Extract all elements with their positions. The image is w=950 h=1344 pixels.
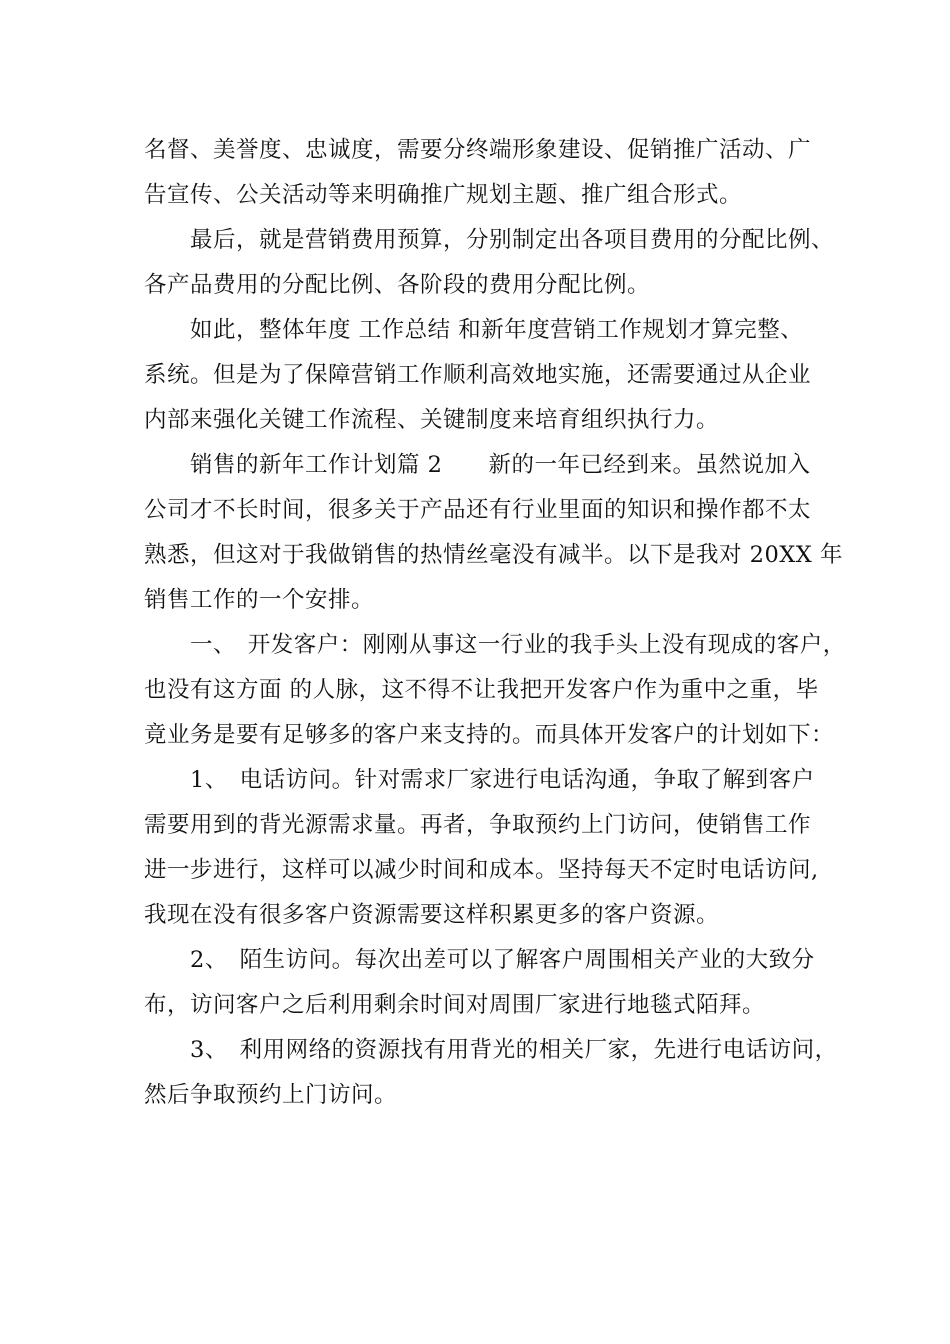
text-line: 3、 利用网络的资源找有用背光的相关厂家，先进行电话访问， bbox=[190, 1037, 838, 1063]
paragraph bbox=[144, 443, 843, 623]
paragraph bbox=[144, 128, 834, 218]
paragraph bbox=[144, 308, 834, 443]
text-line: 内部来强化关键工作流程、关键制度来培育组织执行力。 bbox=[144, 407, 720, 433]
text-line: 1、 电话访问。针对需求厂家进行电话沟通，争取了解到客户 bbox=[190, 767, 815, 793]
text-line: 系统。但是为了保障营销工作顺利高效地实施，还需要通过从企业 bbox=[144, 362, 812, 388]
text-line: 竟业务是要有足够多的客户来支持的。而具体开发客户的计划如下： bbox=[144, 722, 835, 748]
text-line: 熟悉，但这对于我做销售的热情丝毫没有减半。以下是我对 20XX 年 bbox=[144, 542, 843, 568]
paragraph bbox=[144, 1028, 838, 1118]
text-line: 然后争取预约上门访问。 bbox=[144, 1082, 398, 1108]
document-body bbox=[144, 128, 846, 1118]
text-line: 销售工作的一个安排。 bbox=[144, 587, 375, 613]
text-line: 最后，就是营销费用预算，分别制定出各项目费用的分配比例、 bbox=[190, 227, 835, 253]
text-line: 布，访问客户之后利用剩余时间对周围厂家进行地毯式陌拜。 bbox=[144, 992, 766, 1018]
paragraph bbox=[144, 218, 834, 308]
text-line: 2、 陌生访问。每次出差可以了解客户周围相关产业的大致分 bbox=[190, 947, 815, 973]
text-line: 需要用到的背光源需求量。再者，争取预约上门访问，使销售工作 bbox=[144, 812, 812, 838]
text-line: 也没有这方面 的人脉，这不得不让我把开发客户作为重中之重，毕 bbox=[144, 677, 819, 703]
text-line: 各产品费用的分配比例、各阶段的费用分配比例。 bbox=[144, 272, 651, 298]
paragraph bbox=[144, 758, 834, 938]
text-line: 如此，整体年度 工作总结 和新年度营销工作规划才算完整、 bbox=[190, 317, 804, 343]
paragraph bbox=[144, 623, 846, 758]
text-line: 进一步进行，这样可以减少时间和成本。坚持每天不定时电话访问, bbox=[144, 857, 819, 883]
text-line: 销售的新年工作计划篇 2 新的一年已经到来。虽然说加入 bbox=[190, 452, 811, 478]
text-line: 一、 开发客户：刚刚从事这一行业的我手头上没有现成的客户， bbox=[190, 632, 846, 658]
paragraph bbox=[144, 938, 834, 1028]
text-line: 告宣传、公关活动等来明确推广规划主题、推广组合形式。 bbox=[144, 182, 743, 208]
text-line: 我现在没有很多客户资源需要这样积累更多的客户资源。 bbox=[144, 902, 720, 928]
text-line: 公司才不长时间，很多关于产品还有行业里面的知识和操作都不太 bbox=[144, 497, 812, 523]
text-line: 名督、美誉度、忠诚度，需要分终端形象建设、促销推广活动、广 bbox=[144, 137, 812, 163]
